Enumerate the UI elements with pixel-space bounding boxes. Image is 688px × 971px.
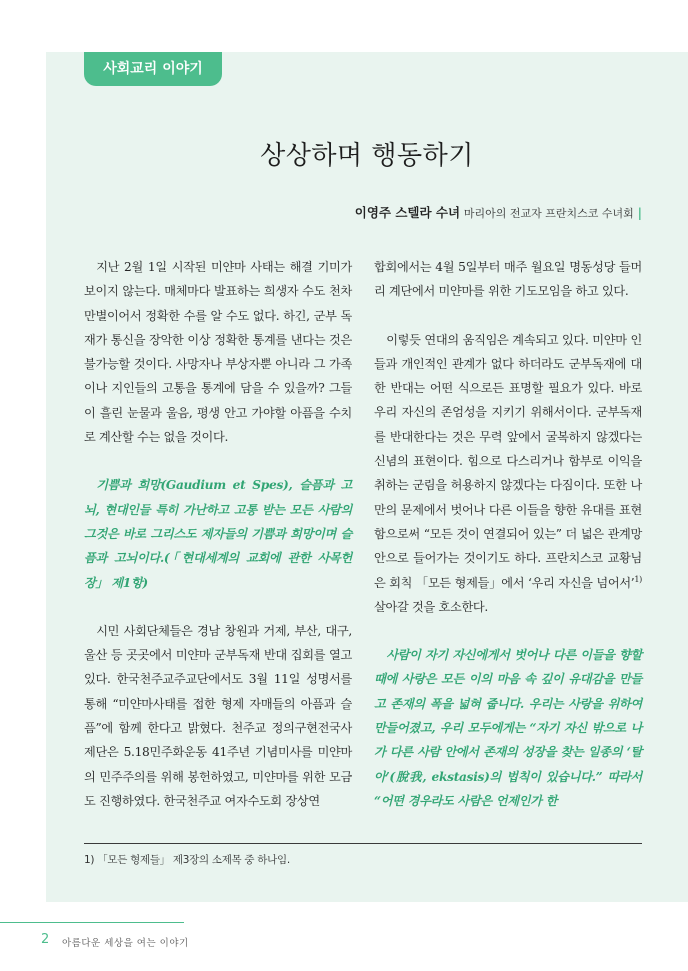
right-column [374, 255, 642, 813]
article-title: 상상하며 행동하기 [260, 141, 474, 172]
footnote-divider [84, 843, 642, 844]
section-tag: 사회교리 이야기 [84, 52, 222, 86]
byline [355, 203, 642, 221]
paragraph-text: 이렇듯 연대의 움직임은 계속되고 있다. 미얀마 인들과 개인적인 관계가 없다 하더라도 군부독재에 대한 반대는 어떤 식으로든 표명할 필요가 있다. 바로 우리 자신의 존엄성을 지키기 위해서이다. 군부독재를 반대한다는 것은 무력 앞에서 굴복하지 않겠다는 신념의 표현이다. 힘으로 다스리거나 함부로 이익을 취하는 군림을 허용하지 않겠다는 다짐이다. 또한 나만의 문제에서 벗어나 다른 이들을 향한 유대를 표현함으로써 “모든 것이 연결되어 있는” 더 넓은 관계망 안으로 들어가는 것이기도 하다. 프란치스코 교황님은 회칙 「모든 형제들」에서 ‘우리 자신을 넘어서’ [374, 332, 642, 590]
author-organization: 마리아의 전교자 프란치스코 수녀회 [463, 207, 634, 220]
footnote: 1) 「모든 형제들」 제3장의 소제목 중 하나임. [84, 854, 290, 866]
paragraph: 시민 사회단체들은 경남 창원과 거제, 부산, 대구, 울산 등 곳곳에서 미얀마 군부독재 반대 집회를 열고 있다. 한국천주교주교단에서도 3월 11일 성명서를 통해 “미얀마사태를 접한 형제 자매들의 아픔과 슬픔”에 함께 한다고 밝혔다. 천주교 정의구현전국사제단은 5.18민주화운동 41주년 기념미사를 미얀마의 민주주의를 위해 봉헌하였고, 미얀마를 위한 모금도 진행하였다. 한국천주교 여자수도회 장상연 [84, 623, 352, 808]
quote-paragraph: 기쁨과 희망(Gaudium et Spes), 슬픔과 고뇌, 현대인들 특히 가난하고 고통 받는 모든 사람의 그것은 바로 그리스도 제자들의 기쁨과 희망이며 슬픔과 고뇌이다.(「현대세계의 교회에 관한 사목헌장」 제1항) [84, 478, 352, 590]
paragraph [374, 328, 642, 620]
footnote-marker: 1) [634, 574, 642, 584]
left-column [84, 255, 352, 813]
footer-divider [0, 922, 184, 923]
running-title: 아름다운 세상을 여는 이야기 [62, 938, 189, 949]
quote-paragraph: 사람이 자기 자신에게서 벗어나 다른 이들을 향할 때에 사랑은 모든 이의 마음 속 깊이 유대감을 만들고 존재의 폭을 넓혀 줍니다. 우리는 사랑을 위하여 만들어졌고, 우리 모두에게는 “자기 자신 밖으로 나가 다른 사람 안에서 존재의 성장을 찾는 일종의 ‘탈아’(脫我, ekstasis)의 법칙이 있습니다.” 따라서 “어떤 경우라도 사람은 언제인가 한 [374, 648, 642, 808]
paragraph: 합회에서는 4월 5일부터 매주 월요일 명동성당 들머리 계단에서 미얀마를 위한 기도모임을 하고 있다. [374, 260, 642, 299]
paragraph: 지난 2월 1일 시작된 미얀마 사태는 해결 기미가 보이지 않는다. 매체마다 발표하는 희생자 수도 천차만별이어서 정확한 수를 알 수도 없다. 하긴, 군부 독재가 통신을 장악한 이상 정확한 통계를 낸다는 것은 불가능할 것이다. 사망자나 부상자뿐 아니라 그 가족이나 지인들의 고통을 통계에 담을 수 있을까? 그들이 흘린 눈물과 울음, 평생 안고 가야할 아픔을 수치로 계산할 수는 없을 것이다. [84, 260, 352, 445]
author-name: 이영주 스텔라 수녀 [354, 205, 461, 220]
page-number: 2 [41, 932, 50, 947]
byline-bar: | [637, 206, 642, 220]
paragraph-text: 살아갈 것을 호소한다. [374, 599, 488, 614]
